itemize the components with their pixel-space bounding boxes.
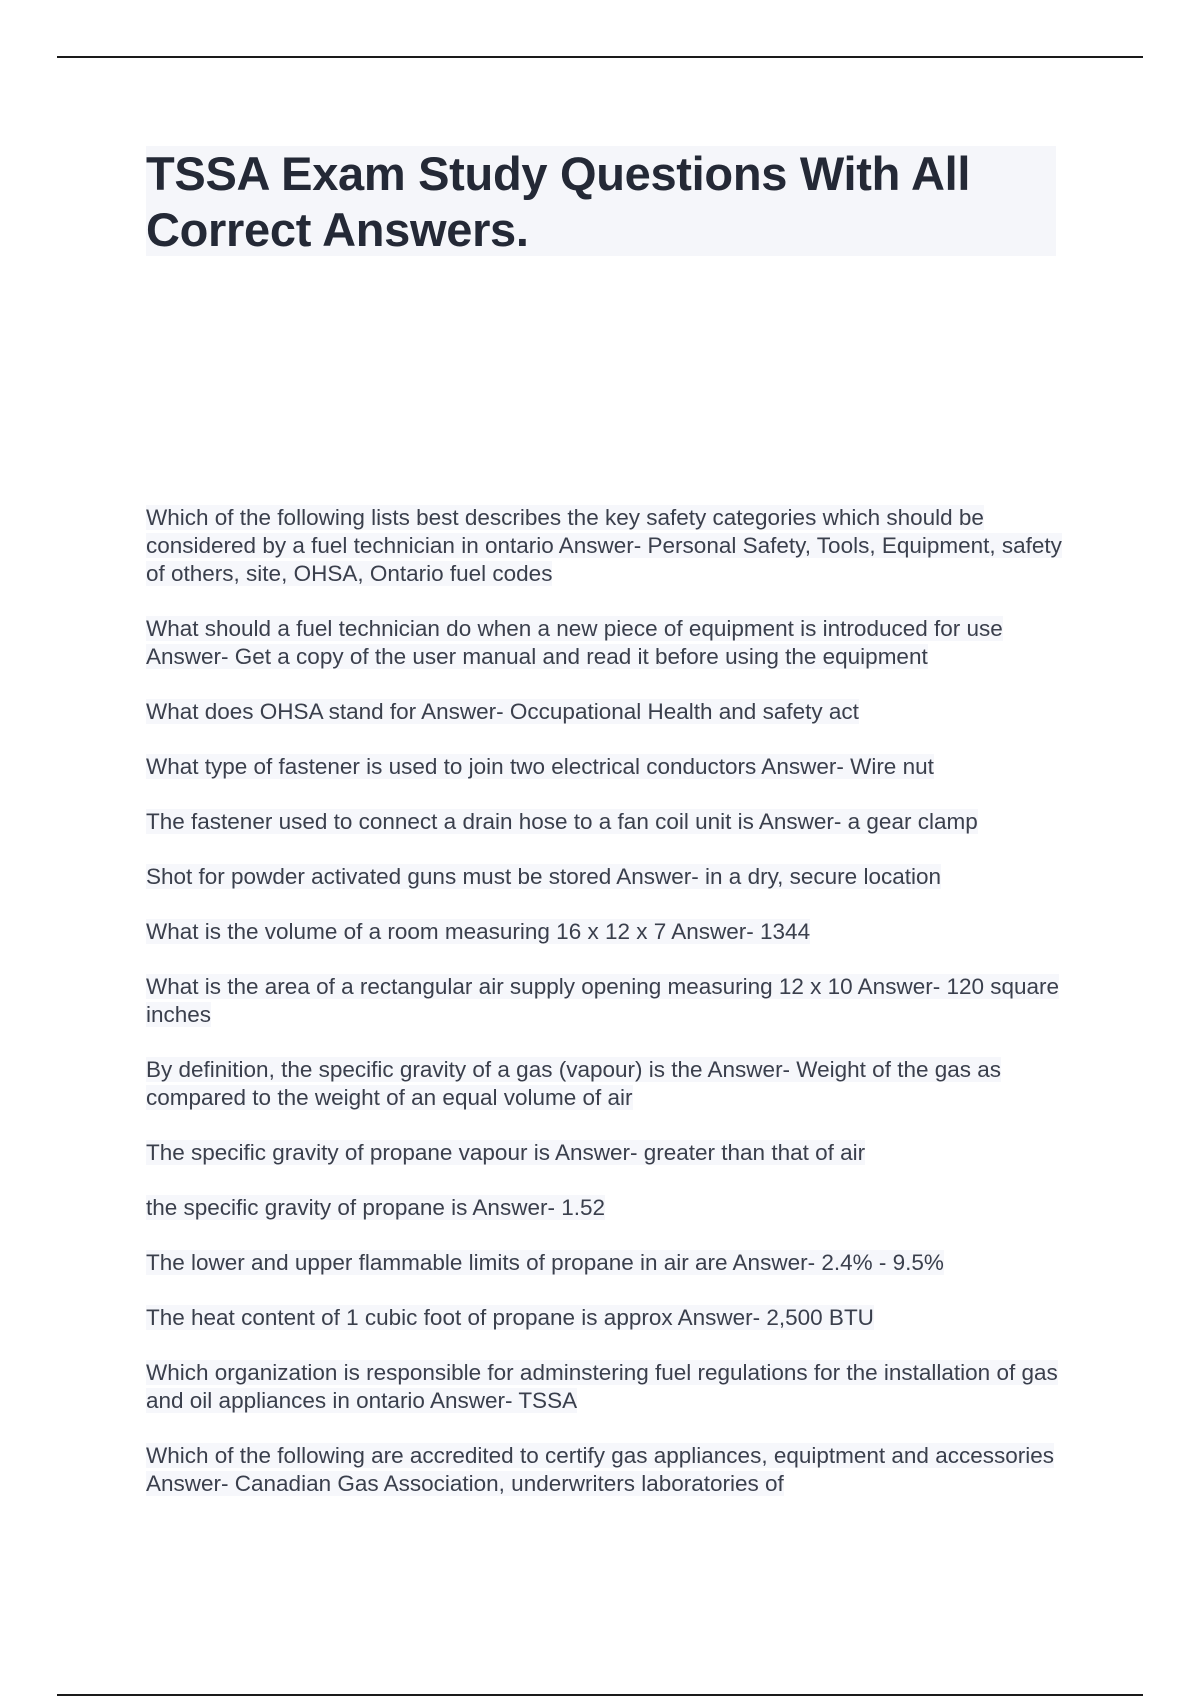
qa-text: What is the volume of a room measuring 16 x 12 x 7 Answer- 1344 — [146, 919, 811, 944]
qa-item — [146, 1359, 1066, 1415]
qa-text: The heat content of 1 cubic foot of propane is approx Answer- 2,500 BTU — [146, 1305, 874, 1330]
qa-text: the specific gravity of propane is Answer- 1.52 — [146, 1195, 605, 1220]
qa-item — [146, 1304, 1066, 1332]
qa-item — [146, 615, 1066, 671]
qa-text: Which of the following are accredited to certify gas appliances, equiptment and accessories Answer- Canadian Gas Association, underwriters laboratories of — [146, 1443, 1054, 1496]
qa-item — [146, 918, 1066, 946]
qa-text: Which organization is responsible for adminstering fuel regulations for the installation of gas and oil appliances in ontario Answer- TSSA — [146, 1360, 1058, 1413]
qa-text: The specific gravity of propane vapour is Answer- greater than that of air — [146, 1140, 866, 1165]
document-title: TSSA Exam Study Questions With All Correct Answers. — [146, 147, 971, 256]
qa-item — [146, 973, 1066, 1029]
qa-item — [146, 1139, 1066, 1167]
qa-text: The lower and upper flammable limits of propane in air are Answer- 2.4% - 9.5% — [146, 1250, 944, 1275]
qa-text: What is the area of a rectangular air supply opening measuring 12 x 10 Answer- 120 square inches — [146, 974, 1060, 1027]
qa-item — [146, 1194, 1066, 1222]
qa-item — [146, 753, 1066, 781]
qa-text: What should a fuel technician do when a new piece of equipment is introduced for use Answer- Get a copy of the user manual and read it before using the equipment — [146, 616, 1003, 669]
title-block — [146, 146, 1056, 256]
qa-text: Which of the following lists best describes the key safety categories which should be considered by a fuel technician in ontario Answer- Personal Safety, Tools, Equipment, safety of others, site, OHSA, Ontario fuel codes — [146, 505, 1062, 586]
bottom-rule — [57, 1694, 1143, 1696]
qa-item — [146, 1442, 1066, 1498]
qa-text: Shot for powder activated guns must be stored Answer- in a dry, secure location — [146, 864, 941, 889]
qa-item — [146, 504, 1066, 588]
qa-item — [146, 863, 1066, 891]
qa-text: What type of fastener is used to join two electrical conductors Answer- Wire nut — [146, 754, 934, 779]
qa-item — [146, 1056, 1066, 1112]
qa-item — [146, 1249, 1066, 1277]
qa-text: What does OHSA stand for Answer- Occupational Health and safety act — [146, 699, 859, 724]
qa-item — [146, 698, 1066, 726]
top-rule — [57, 56, 1143, 58]
qa-item — [146, 808, 1066, 836]
qa-text: The fastener used to connect a drain hose to a fan coil unit is Answer- a gear clamp — [146, 809, 978, 834]
qa-text: By definition, the specific gravity of a gas (vapour) is the Answer- Weight of the gas as compared to the weight of an equal volume of air — [146, 1057, 1002, 1110]
qa-list — [146, 504, 1066, 1525]
